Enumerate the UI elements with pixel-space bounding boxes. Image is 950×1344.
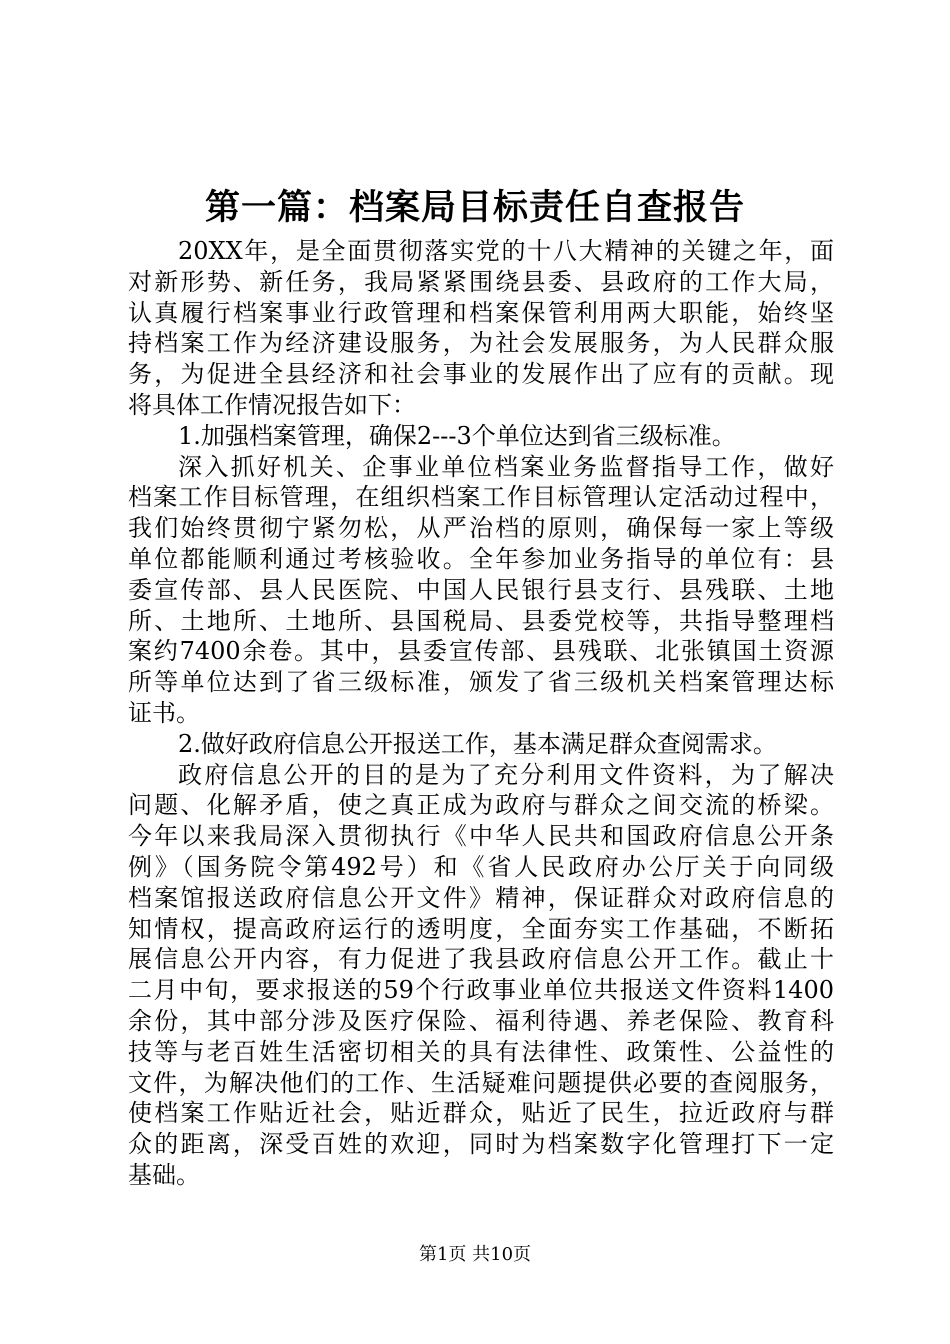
paragraph-line: 二月中旬，要求报送的59个行政事业单位共报送文件资料1400 [128,976,834,1005]
paragraph-line: 众的距离，深受百姓的欢迎，同时为档案数字化管理打下一定 [128,1130,834,1159]
paragraph-line: 所等单位达到了省三级标准，颁发了省三级机关档案管理达标 [128,668,834,697]
paragraph-line: 将具体工作情况报告如下： [128,390,416,419]
paragraph-line: 基础。 [128,1160,200,1189]
paragraph-line: 持档案工作为经济建设服务，为社会发展服务，为人民群众服 [128,329,834,358]
paragraph-line: 今年以来我局深入贯彻执行《中华人民共和国政府信息公开条 [128,822,834,851]
paragraph-line: 认真履行档案事业行政管理和档案保管利用两大职能，始终坚 [128,298,834,327]
paragraph-line: 档案工作目标管理，在组织档案工作目标管理认定活动过程中， [128,483,834,512]
paragraph-line: 证书。 [128,698,200,727]
paragraph-line: 我们始终贯彻宁紧勿松，从严治档的原则，确保每一家上等级 [128,514,834,543]
document-title: 第一篇：档案局目标责任自查报告 [204,187,745,228]
paragraph-line: 技等与老百姓生活密切相关的具有法律性、政策性、公益性的 [128,1037,834,1066]
document-body [128,236,834,1191]
section-heading-line: 1.加强档案管理，确保2---3个单位达到省三级标准。 [178,421,736,450]
paragraph-line: 问题、化解矛盾，使之真正成为政府与群众之间交流的桥梁。 [128,791,834,820]
paragraph-line: 20XX年，是全面贯彻落实党的十八大精神的关键之年，面 [178,237,834,265]
paragraph-line: 展信息公开内容，有力促进了我县政府信息公开工作。截止十 [128,945,834,974]
paragraph-line: 单位都能顺利通过考核验收。全年参加业务指导的单位有：县 [128,544,834,573]
paragraph-line: 知情权，提高政府运行的透明度，全面夯实工作基础，不断拓 [128,914,834,943]
section-heading-line: 2.做好政府信息公开报送工作，基本满足群众查阅需求。 [178,729,777,758]
page-footer: 第1页 共10页 [418,1244,532,1265]
paragraph-line: 文件，为解决他们的工作、生活疑难问题提供必要的查阅服务， [128,1068,834,1097]
paragraph-line: 务，为促进全县经济和社会事业的发展作出了应有的贡献。现 [128,360,834,389]
paragraph-line: 对新形势、新任务，我局紧紧围绕县委、县政府的工作大局， [128,267,834,296]
paragraph-line: 委宣传部、县人民医院、中国人民银行县支行、县残联、土地 [128,575,834,604]
paragraph-line: 所、土地所、土地所、县国税局、县委党校等，共指导整理档 [128,606,834,635]
paragraph-line: 余份，其中部分涉及医疗保险、福利待遇、养老保险、教育科 [128,1006,834,1035]
paragraph-line: 深入抓好机关、企事业单位档案业务监督指导工作，做好 [178,452,834,481]
paragraph-line: 档案馆报送政府信息公开文件》精神，保证群众对政府信息的 [128,883,834,912]
paragraph-line: 使档案工作贴近社会，贴近群众，贴近了民生，拉近政府与群 [128,1099,834,1128]
paragraph-line: 案约7400余卷。其中，县委宣传部、县残联、北张镇国土资源 [128,637,834,666]
paragraph-line: 政府信息公开的目的是为了充分利用文件资料，为了解决 [178,760,834,789]
paragraph-line: 例》（国务院令第492号）和《省人民政府办公厅关于向同级 [128,852,834,881]
